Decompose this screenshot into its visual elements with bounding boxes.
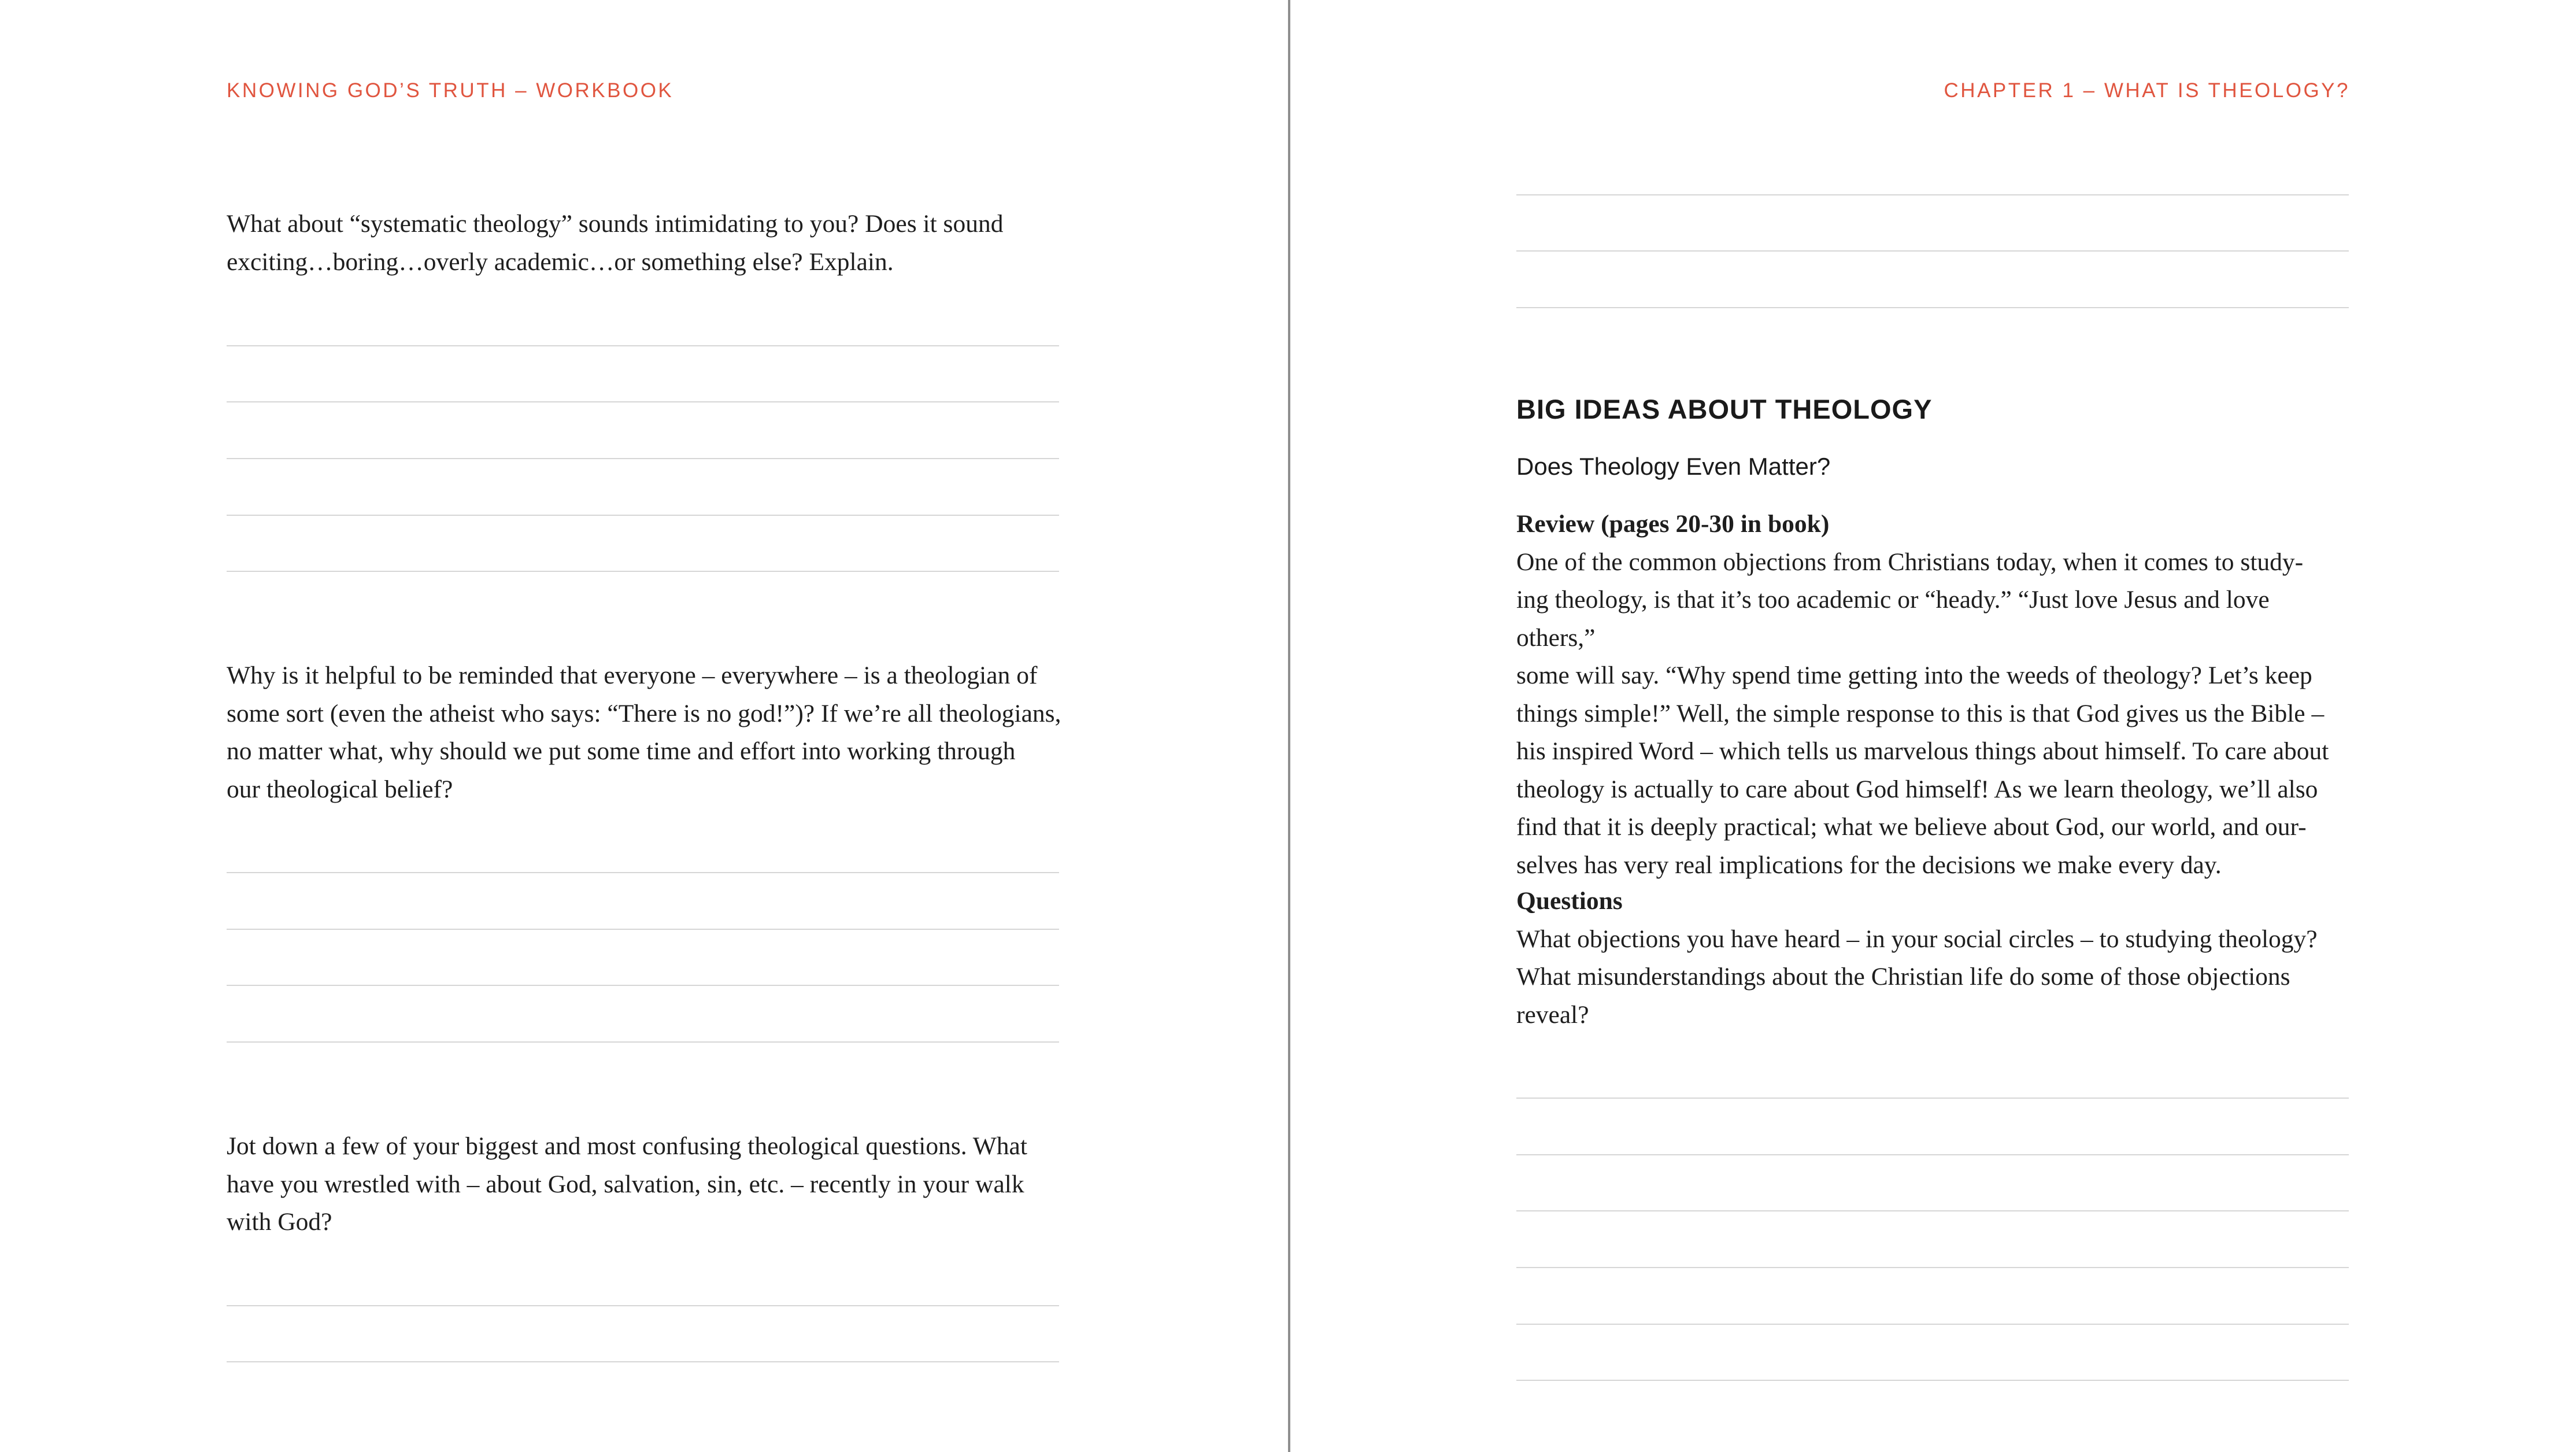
answer-line[interactable] — [1516, 1324, 2349, 1325]
answer-line[interactable] — [1516, 1098, 2349, 1099]
answer-line[interactable] — [227, 985, 1059, 986]
section-subheading: Does Theology Even Matter? — [1516, 453, 1831, 480]
review-line: things simple!” Well, the simple response to this is that God gives us the Bible – — [1516, 699, 2325, 727]
answer-line[interactable] — [1516, 1154, 2349, 1155]
answer-line[interactable] — [227, 929, 1059, 930]
section-heading: BIG IDEAS ABOUT THEOLOGY — [1516, 394, 1933, 424]
review-line: find that it is deeply practical; what we believe about God, our world, and our- — [1516, 813, 2307, 841]
question-2-line: no matter what, why should we put some time and effort into working through — [227, 737, 1016, 765]
answer-line[interactable] — [227, 401, 1059, 402]
question-3-line: have you wrestled with – about God, salvation, sin, etc. – recently in your walk — [227, 1170, 1024, 1198]
review-line: One of the common objections from Christians today, when it comes to study- — [1516, 548, 2304, 576]
question-1 — [227, 205, 1065, 281]
answer-line[interactable] — [1516, 194, 2349, 195]
question-2 — [227, 657, 1065, 808]
answer-line[interactable] — [227, 1361, 1059, 1362]
question-2-line: Why is it helpful to be reminded that everyone – everywhere – is a theologian of — [227, 662, 1038, 689]
answer-line[interactable] — [1516, 1267, 2349, 1268]
review-line: some will say. “Why spend time getting into the weeds of theology? Let’s keep — [1516, 662, 2312, 689]
questions-line: reveal? — [1516, 1000, 1589, 1029]
questions-line: What objections you have heard – in your social circles – to studying theology? — [1516, 925, 2318, 953]
answer-line[interactable] — [227, 515, 1059, 516]
answer-line[interactable] — [227, 458, 1059, 459]
running-head-left: KNOWING GOD’S TRUTH – WORKBOOK — [227, 79, 674, 102]
questions-block — [1516, 882, 2355, 1034]
running-head-right: CHAPTER 1 – WHAT IS THEOLOGY? — [1944, 79, 2350, 102]
questions-label: Questions — [1516, 887, 1623, 915]
answer-line[interactable] — [227, 872, 1059, 873]
answer-line[interactable] — [227, 345, 1059, 346]
review-line: selves has very real implications for the decisions we make every day. — [1516, 851, 2222, 879]
review-block — [1516, 505, 2355, 884]
question-3-line: with God? — [227, 1208, 332, 1236]
question-3-line: Jot down a few of your biggest and most confusing theological questions. What — [227, 1132, 1027, 1160]
answer-line[interactable] — [227, 1305, 1059, 1306]
question-1-line: exciting…boring…overly academic…or something else? Explain. — [227, 247, 894, 276]
review-line: ing theology, is that it’s too academic or “heady.” “Just love Jesus and love others,” — [1516, 586, 2270, 652]
review-line: theology is actually to care about God himself! As we learn theology, we’ll also — [1516, 775, 2318, 803]
answer-line[interactable] — [227, 571, 1059, 572]
question-2-line: some sort (even the atheist who says: “There is no god!”)? If we’re all theologians, — [227, 699, 1061, 727]
questions-line: What misunderstandings about the Christian life do some of those objections — [1516, 963, 2290, 991]
question-3 — [227, 1128, 1065, 1242]
page-gutter — [1288, 0, 1290, 1452]
answer-line[interactable] — [1516, 250, 2349, 252]
answer-line[interactable] — [1516, 307, 2349, 308]
question-1-line: What about “systematic theology” sounds intimidating to you? Does it sound — [227, 210, 1004, 238]
review-line: his inspired Word – which tells us marvelous things about himself. To care about — [1516, 737, 2329, 765]
review-label: Review (pages 20-30 in book) — [1516, 510, 1830, 538]
answer-line[interactable] — [227, 1041, 1059, 1043]
question-2-line: our theological belief? — [227, 775, 453, 803]
answer-line[interactable] — [1516, 1210, 2349, 1211]
answer-line[interactable] — [1516, 1380, 2349, 1381]
